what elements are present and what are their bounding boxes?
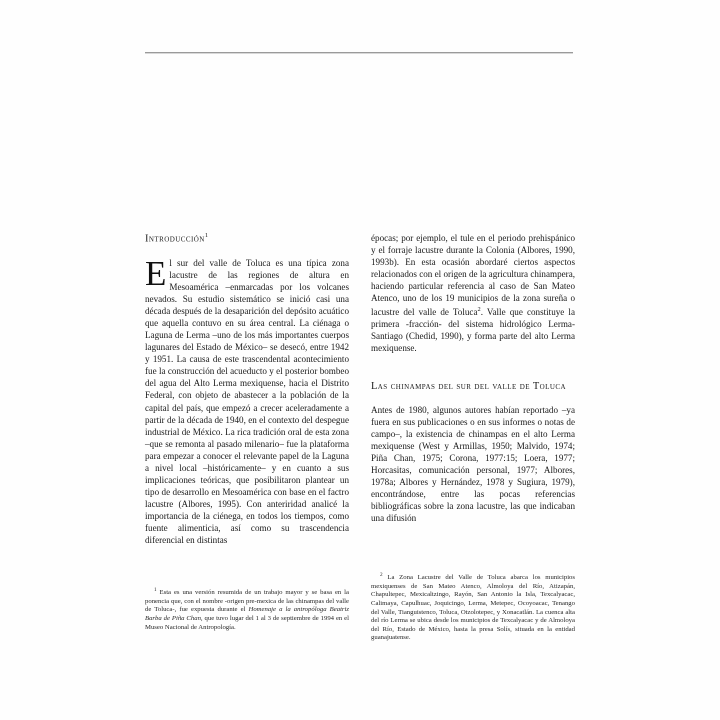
footnotes-area — [145, 572, 576, 658]
chinampas-section-heading: Las chinampas del sur del valle de Toluca — [371, 380, 566, 392]
left-column — [145, 232, 349, 546]
footnote-1 — [145, 586, 349, 632]
footnote-1-text-head: Esta es una versión resumida de un trabajo mayor y se basa en la ponencia que, con el nombre -origen pre-mexica de las chinampas del valle de Toluca-, fue expuesta durante el — [145, 589, 349, 614]
footnote-1-text-tail: , que tuvo lugar del 1 al 3 de septiembre de 1994 en el Museo Nacional de Antropología. — [145, 615, 349, 631]
continuation-text-head: épocas; por ejemplo, el tule en el periodo prehispánico y el forraje lacustre durante la Colonia (Albores, 1990, 1993b). En esta ocasión abordaré ciertos aspectos relacionados con el origen de la agricultura chinampera, haciendo particular referencia al caso de San Mateo Atenco, uno de los 19 municipios de la zona sureña o lacustre del valle de Toluca — [371, 233, 576, 318]
footnote-marker-2: 2 — [477, 306, 481, 314]
two-column-body — [145, 232, 575, 546]
footnote-1-number: 1 — [154, 587, 157, 593]
footnote-2-text: La Zona Lacustre del Valle de Toluca abarca los municipios mexiquenses de San Mateo Atenco, Almoloya del Río, Atizapán, Chapultepec, Mexicaltzingo, Rayón, San Antonio la Isla, Texcalyacac, Calimaya, Capulhuac, Joquicingo, Lerma, Metepec, Ocoyoacac, Tenango del Valle, Tianguistenco, Toluca, Otzolotepec, y Xonacatlán. La cuenca alta del río Lerma se ubica desde los municipios de Texcalyacac y de Almoloya del Río, Estado de México, hasta la presa Solís, situada en la entidad guanajuatense. — [371, 574, 576, 642]
footnote-right-column — [371, 571, 575, 643]
introduction-heading — [145, 232, 349, 246]
intro-paragraph: El sur del valle de Toluca es una típica zona lacustre de las regiones de altura en Mesoamérica –enmarcadas por los volcanes nevados. Su estudio sistemático se inició casi una década después de la desaparición del depósito acuático que aquella contuvo en su área central. La ciénaga o Laguna de Lerma –uno de los más importantes cuerpos lagunares del Estado de México– se desecó, entre 1942 y 1951. La causa de este trascendental acontecimiento fue la construcción del acueducto y el posterior bombeo del agua del Alto Lerma mexiquense, hacia el Distrito Federal, con objeto de abastecer a la población de la capital del país, que empezó a crecer aceleradamente a partir de la década de 1940, en el contexto del despegue industrial de México. La rica tradición oral de esta zona –que se remonta al pasado milenario– fue la plataforma para empezar a conocer el relevante papel de la Laguna a nivel local –históricamente– y en cuanto a sus implicaciones teóricas, que posibilitaron plantear un tipo de desarrollo en Mesoamérica con base en el factro lacustre (Albores, 1995). Con anteriridad analicé la importancia de la ciénega, en todos los tiempos, como fuente alimenticia, así como su trascendencia diferencial en distintas — [145, 253, 349, 546]
header-rule — [145, 52, 573, 54]
footnote-2 — [371, 571, 575, 643]
section-spacer — [371, 355, 575, 381]
footnote-2-number: 2 — [380, 572, 383, 578]
right-column — [371, 232, 575, 524]
footnote-marker-1: 1 — [204, 232, 209, 239]
introduction-heading-label: Introducción — [145, 233, 205, 245]
continuation-text-tail: . Valle que constituye la primera -fracción- del sistema hidrológico Lerma-Santiago (Chedid, 1990), y forma parte del alto Lerma mexiquense. — [371, 307, 575, 354]
footnote-left-column — [145, 586, 349, 632]
continuation-paragraph — [371, 232, 575, 355]
footnote-1-italic-title: Homenaje a la antropóloga Beatriz Barba de Piña Chan — [145, 606, 349, 623]
chinampas-paragraph: Antes de 1980, algunos autores habían reportado –ya fuera en sus publicaciones o en sus informes o notas de campo–, la existencia de chinampas en el alto Lerma mexiquense (West y Armillas, 1950; Malvido, 1974; Piña Chan, 1975; Corona, 1977:15; Loera, 1977; Horcasitas, comunicación personal, 1977; Albores, 1978a; Albores y Hernández, 1978 y Sugiura, 1979), encontrándose, entre las pocas referencias bibliográficas sobre la zona lacustre, las que indicaban una difusión — [371, 404, 575, 524]
